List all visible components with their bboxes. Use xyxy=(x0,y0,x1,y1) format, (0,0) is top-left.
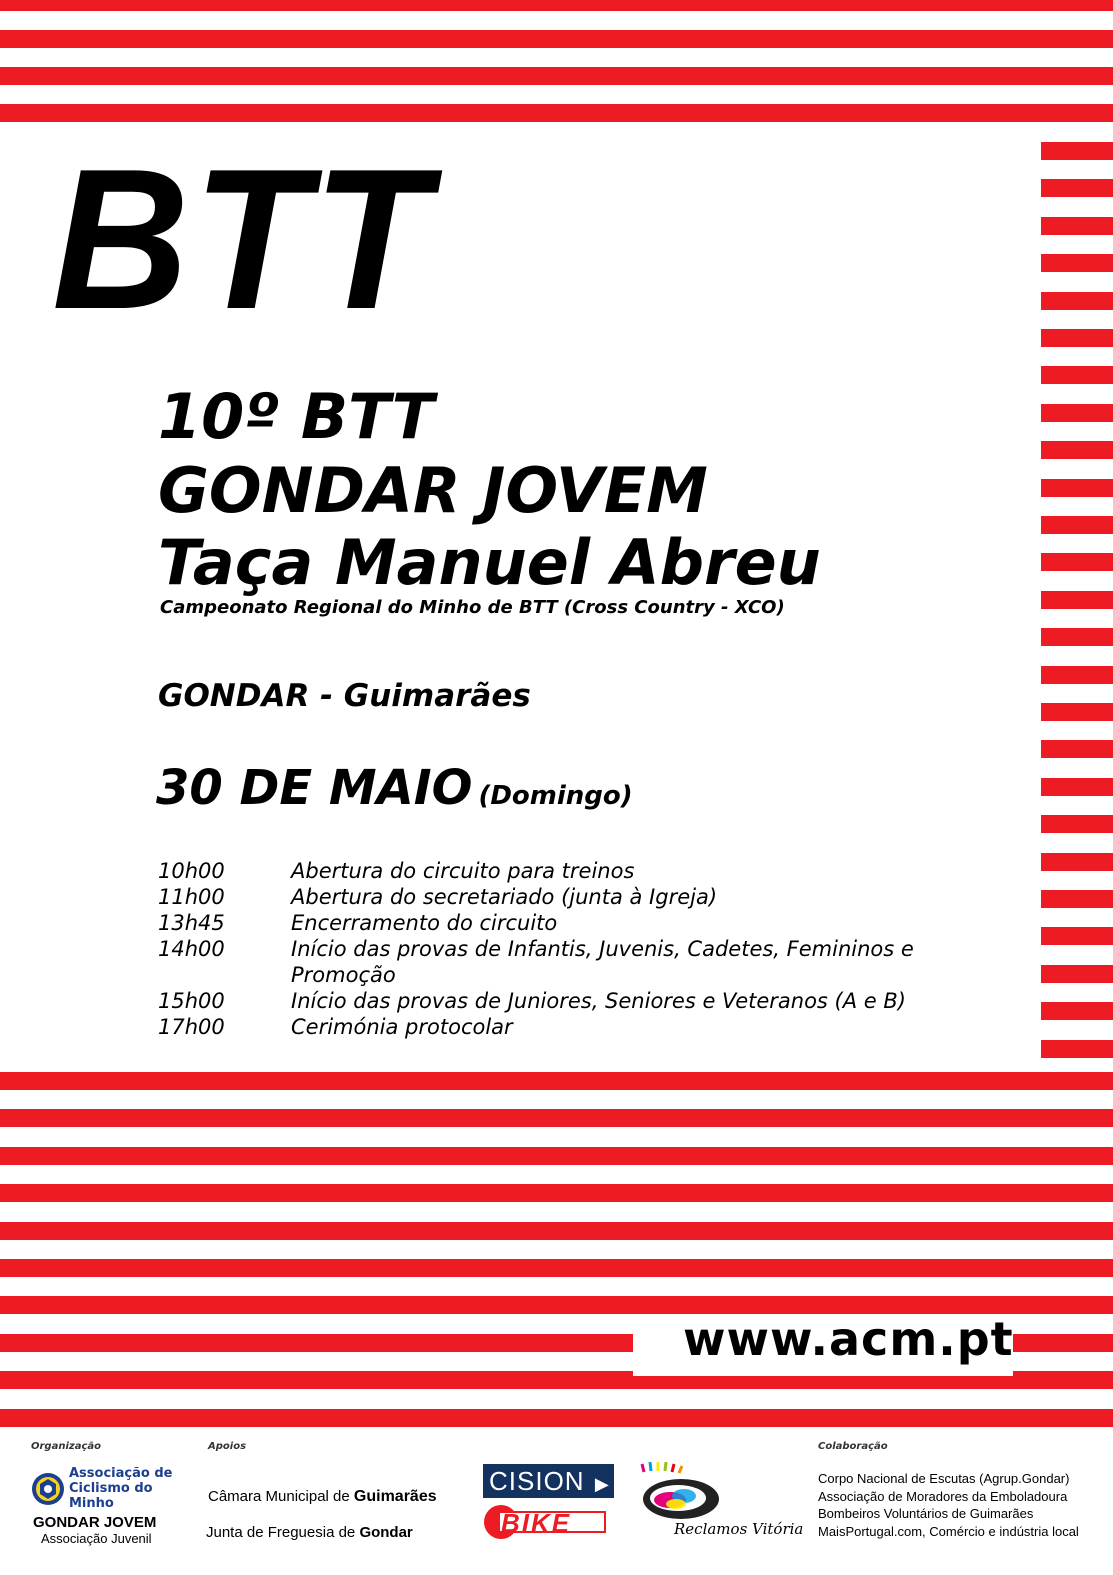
label-colaboracao: Colaboração xyxy=(818,1441,888,1452)
support-camara-name: Guimarães xyxy=(353,1488,437,1505)
event-location: GONDAR - Guimarães xyxy=(158,678,531,714)
stripe-right xyxy=(1041,890,1113,908)
stripe-right xyxy=(1041,927,1113,945)
schedule xyxy=(158,858,931,1040)
stripe-right xyxy=(1041,404,1113,422)
stripe-bottom xyxy=(0,1409,1113,1427)
stripe-right xyxy=(1041,366,1113,384)
event-subtitle: Campeonato Regional do Minho de BTT (Cross Country - XCO) xyxy=(160,597,785,618)
stripe-right xyxy=(1041,1040,1113,1058)
stripe-bottom xyxy=(0,1259,1113,1277)
schedule-time: 13h45 xyxy=(158,911,225,935)
schedule-time: 11h00 xyxy=(158,885,225,909)
schedule-description: Início das provas de Juniores, Seniores e Veteranos (A e B) xyxy=(291,989,906,1013)
schedule-description: Cerimónia protocolar xyxy=(291,1015,513,1039)
stripe-right xyxy=(1041,778,1113,796)
stripe-right xyxy=(1041,479,1113,497)
stripe-bottom xyxy=(0,1222,1113,1240)
label-apoios: Apoios xyxy=(208,1441,247,1452)
bike-logo-text: BIKE xyxy=(501,1508,572,1538)
schedule-row xyxy=(158,910,931,936)
stripe-bottom xyxy=(0,1147,1113,1165)
collaborators-list xyxy=(818,1470,1079,1540)
schedule-description: Abertura do secretariado (junta à Igreja) xyxy=(291,885,718,909)
support-junta-name: Gondar xyxy=(359,1524,413,1541)
cision-logo xyxy=(483,1464,614,1498)
organizer-subtitle: Associação Juvenil xyxy=(41,1531,152,1546)
stripe-bottom xyxy=(0,1109,1113,1127)
schedule-description: Início das provas de Infantis, Juvenis, Cadetes, Femininos e Promoção xyxy=(291,937,914,987)
schedule-row xyxy=(158,936,931,988)
schedule-row xyxy=(158,884,931,910)
acm-emblem-icon xyxy=(31,1472,65,1506)
collaborator-item: MaisPortugal.com, Comércio e indústria local xyxy=(818,1523,1079,1539)
collaborator-item: Corpo Nacional de Escutas (Agrup.Gondar) xyxy=(818,1471,1070,1486)
acm-logo-text: Associação de Ciclismo do Minho xyxy=(69,1466,173,1511)
event-date xyxy=(156,760,633,816)
event-day: (Domingo) xyxy=(478,781,633,811)
website-link[interactable]: www.acm.pt xyxy=(683,1312,1014,1366)
stripe-right xyxy=(1041,516,1113,534)
acm-logo xyxy=(31,1466,179,1511)
stripe-top xyxy=(0,67,1113,85)
stripe-right xyxy=(1041,815,1113,833)
event-title-trophy: Taça Manuel Abreu xyxy=(158,526,821,599)
stripe-right xyxy=(1041,703,1113,721)
reclamos-logo-text: Reclamos Vitória xyxy=(674,1520,804,1538)
stripe-right xyxy=(1041,628,1113,646)
organizer-name: GONDAR JOVEM xyxy=(33,1514,157,1531)
stripe-right xyxy=(1041,254,1113,272)
stripe-top xyxy=(0,0,1113,11)
stripe-right xyxy=(1041,965,1113,983)
stripe-right xyxy=(1041,179,1113,197)
schedule-time: 17h00 xyxy=(158,1015,225,1039)
schedule-time: 14h00 xyxy=(158,937,225,961)
stripe-right xyxy=(1041,441,1113,459)
collaborator-item: Bombeiros Voluntários de Guimarães xyxy=(818,1506,1034,1521)
stripe-right xyxy=(1041,553,1113,571)
support-camara xyxy=(208,1488,437,1506)
stripe-right xyxy=(1041,329,1113,347)
stripe-right xyxy=(1041,1002,1113,1020)
schedule-row xyxy=(158,858,931,884)
stripe-right xyxy=(1041,142,1113,160)
stripe-right xyxy=(1041,292,1113,310)
schedule-row xyxy=(158,988,931,1014)
schedule-time: 10h00 xyxy=(158,859,225,883)
stripe-right xyxy=(1041,591,1113,609)
stripe-top xyxy=(0,30,1113,48)
collaborator-item: Associação de Moradores da Emboladoura xyxy=(818,1488,1068,1504)
support-camara-prefix: Câmara Municipal de xyxy=(208,1488,354,1505)
reclamos-logo xyxy=(636,1462,806,1542)
stripe-top xyxy=(0,104,1113,122)
label-organizacao: Organização xyxy=(31,1441,101,1452)
headline: BTT xyxy=(52,128,433,351)
stripe-bottom xyxy=(0,1072,1113,1090)
event-date-text: 30 DE MAIO xyxy=(156,760,473,816)
support-junta-prefix: Junta de Freguesia de xyxy=(206,1524,360,1541)
schedule-time: 15h00 xyxy=(158,989,225,1013)
stripe-right xyxy=(1041,666,1113,684)
schedule-description: Encerramento do circuito xyxy=(291,911,558,935)
event-title-organizer: GONDAR JOVEM xyxy=(158,454,708,527)
schedule-description: Abertura do circuito para treinos xyxy=(291,859,635,883)
play-icon: ▶ xyxy=(594,1474,610,1494)
stripe-right xyxy=(1041,740,1113,758)
cision-logo-text: CISION xyxy=(489,1466,585,1496)
bike-magazine-logo xyxy=(483,1504,611,1540)
stripe-right xyxy=(1041,217,1113,235)
event-title-edition: 10º BTT xyxy=(158,380,435,453)
stripe-bottom xyxy=(0,1184,1113,1202)
stripe-right xyxy=(1041,853,1113,871)
schedule-row xyxy=(158,1014,931,1040)
reclamos-emblem-icon xyxy=(636,1462,806,1522)
support-junta xyxy=(206,1524,413,1541)
